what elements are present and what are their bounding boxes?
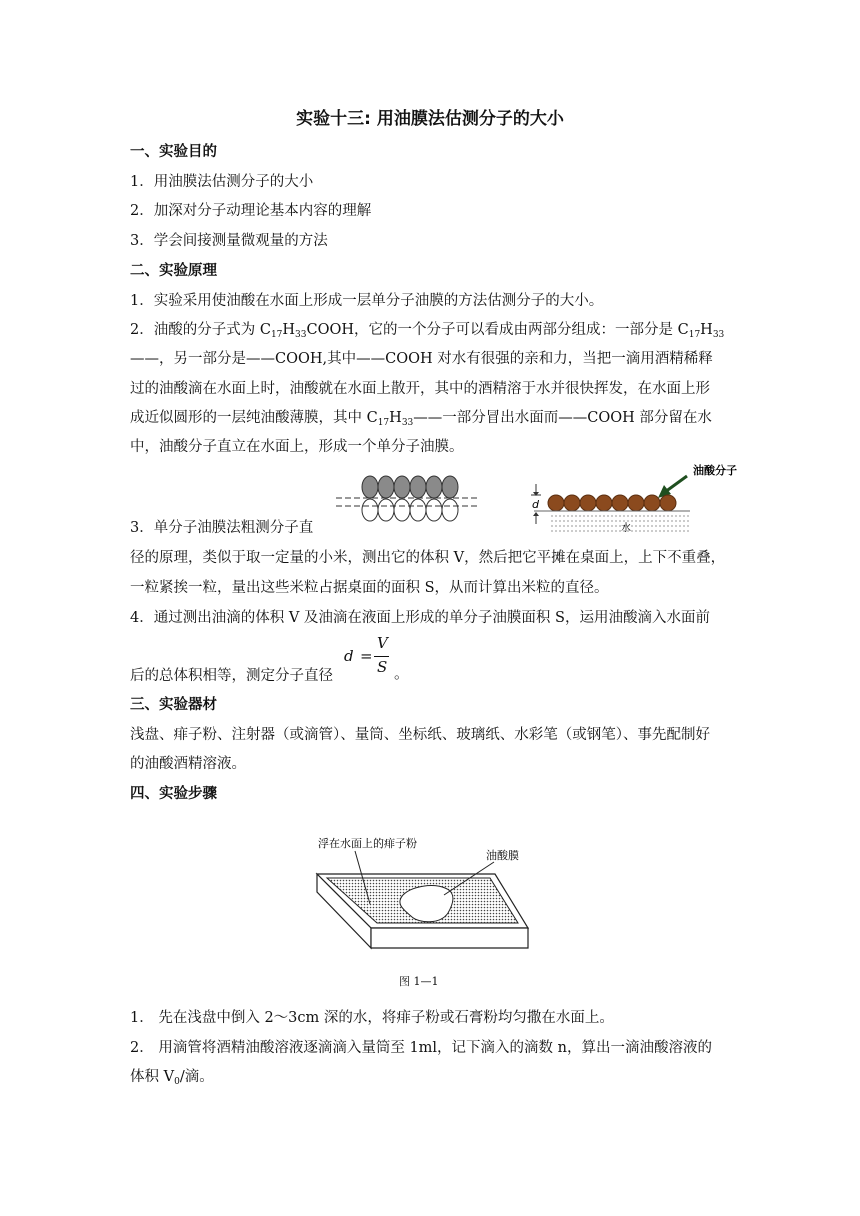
principle-para-3-line-3: 一粒紧挨一粒，量出这些米粒占据桌面的面积 S，从而计算出米粒的直径。 (130, 580, 609, 596)
step-2-line-1: 2． 用滴管将酒精油酸溶液逐滴滴入量筒至 1ml，记下滴入的滴数 n，算出一滴油酸溶液的 (130, 1040, 713, 1056)
principle-para-4-line-1: 4．通过测出油滴的体积 V 及油滴在液面上形成的单分子油膜面积 S，运用油酸滴入水面前 (130, 610, 710, 626)
label-powder: 浮在水面上的痱子粉 (318, 837, 417, 850)
label-d: d (532, 498, 539, 511)
principle-para-3-line-1: 3．单分子油膜法粗测分子直 (130, 520, 314, 536)
heading-procedure: 四、实验步骤 (130, 786, 217, 802)
equipment-line-2: 的油酸酒精溶液。 (130, 756, 246, 772)
principle-para-2-line-1: 2．油酸的分子式为 $C_{17}H_{33}COOH$，它的一个分子可以看成由两部分组成：一部分是 $C_{17}H_{33}$ (130, 322, 725, 340)
figure-caption: 图 1—1 (399, 975, 439, 988)
equipment-line-1: 浅盘、痱子粉、注射器（或滴管）、量筒、坐标纸、玻璃纸、水彩笔（或钢笔）、事先配制好 (130, 727, 710, 743)
heading-objective: 一、实验目的 (130, 144, 217, 160)
label-oleic-molecule: 油酸分子 (693, 464, 737, 477)
objective-item-2: 2．加深对分子动理论基本内容的理解 (130, 203, 372, 219)
principle-para-2-line-5: 中，油酸分子直立在水面上，形成一个单分子油膜。 (130, 439, 464, 455)
step-1: 1． 先在浅盘中倒入 2～3cm 深的水，将痱子粉或石膏粉均匀撒在水面上。 (130, 1010, 614, 1026)
stacked-molecules-diagram (333, 470, 483, 526)
label-oil-film: 油酸膜 (486, 849, 519, 862)
heading-principle: 二、实验原理 (130, 263, 217, 279)
principle-para-4-line-2: 后的总体积相等，测定分子直径 (130, 668, 333, 684)
page-title: 实验十三: 用油膜法估测分子的大小 (296, 109, 564, 129)
monolayer-molecule-diagram (525, 458, 750, 538)
label-water: 水 (621, 523, 631, 534)
principle-para-2-line-2: ——，另一部分是——COOH,其中——COOH 对水有很强的亲和力，当把一滴用酒精稀释 (130, 351, 713, 367)
principle-para-3-line-2: 径的原理，类似于取一定量的小米，测出它的体积 V，然后把它平摊在桌面上，上下不重叠， (130, 550, 726, 566)
principle-para-2-line-4: 成近似圆形的一层纯油酸薄膜，其中 $C_{17}H_{33}——$一部分冒出水面而——COOH 部分留在水 (130, 410, 712, 428)
principle-para-1: 1．实验采用使油酸在水面上形成一层单分子油膜的方法估测分子的大小。 (130, 293, 604, 309)
step-2-line-2: 体积 $V_0/$滴。 (130, 1069, 214, 1087)
principle-para-2-line-3: 过的油酸滴在水面上时，油酸就在水面上散开，其中的酒精溶于水并很快挥发，在水面上形 (130, 381, 710, 397)
objective-item-3: 3．学会间接测量微观量的方法 (130, 233, 328, 249)
formula-diameter: d = V S 。 (344, 634, 410, 682)
objective-item-1: 1．用油膜法估测分子的大小 (130, 174, 314, 190)
tray-figure (300, 828, 540, 954)
heading-equipment: 三、实验器材 (130, 697, 217, 713)
